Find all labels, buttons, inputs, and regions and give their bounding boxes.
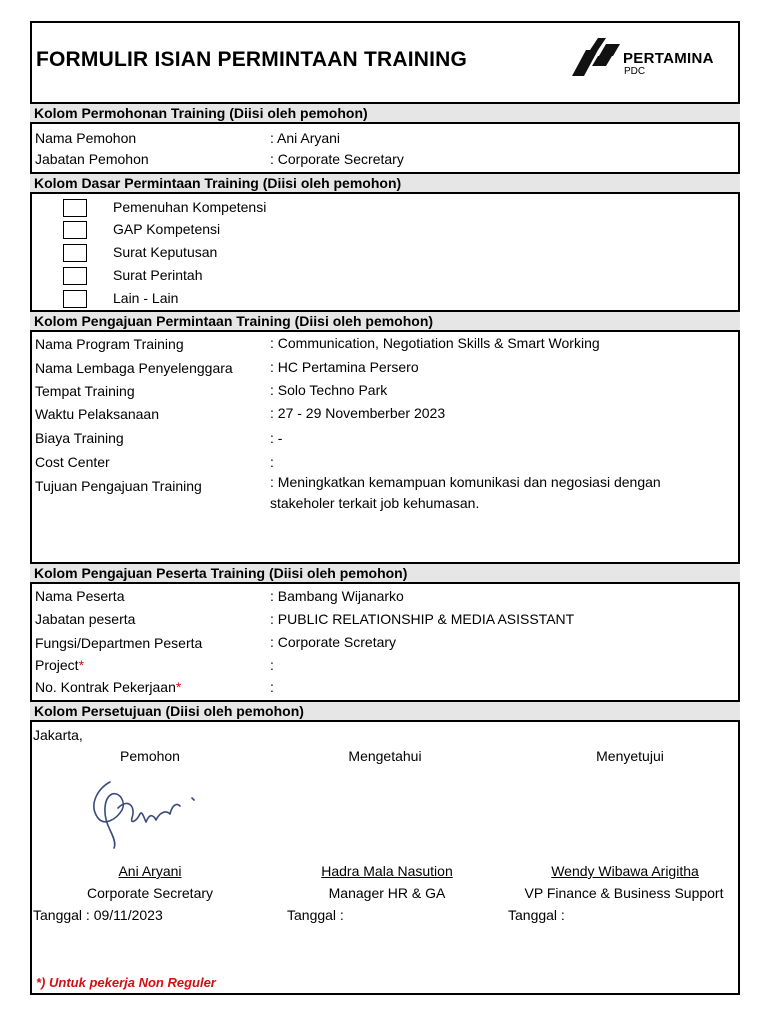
label-lembaga: Nama Lembaga Penyelenggara bbox=[35, 360, 233, 376]
date-menyetujui: Tanggal : bbox=[508, 907, 565, 923]
value-nama-pemohon: : Ani Aryani bbox=[270, 130, 341, 146]
value-tujuan: : Meningkatkan kemampuan komunikasi dan negosiasi dengan stakeholer terkait job kehumasan. bbox=[270, 474, 661, 511]
value-project: : bbox=[270, 657, 274, 673]
value-jabatan-peserta: : PUBLIC RELATIONSHIP & MEDIA ASISSTANT bbox=[270, 611, 575, 627]
label-nama-pemohon: Nama Pemohon bbox=[35, 130, 137, 146]
logo-sub: PDC bbox=[624, 66, 646, 77]
label-no-kontrak: No. Kontrak Pekerjaan* bbox=[35, 679, 182, 695]
pertamina-logo bbox=[568, 38, 738, 78]
checkbox-pemenuhan-kompetensi[interactable] bbox=[63, 199, 87, 217]
value-jabatan-pemohon: : Corporate Secretary bbox=[270, 151, 404, 167]
value-nama-program: : Communication, Negotiation Skills & Smart Working bbox=[270, 335, 600, 351]
role-menyetujui: Menyetujui bbox=[596, 748, 664, 764]
label-project: Project* bbox=[35, 657, 85, 673]
label-jabatan-pemohon: Jabatan Pemohon bbox=[35, 151, 149, 167]
signer-position-menyetujui: VP Finance & Business Support bbox=[524, 885, 724, 901]
signature-pemohon bbox=[80, 770, 210, 850]
value-waktu: : 27 - 29 Novemberber 2023 bbox=[270, 405, 446, 421]
value-lembaga: : HC Pertamina Persero bbox=[270, 359, 419, 375]
label-cost-center: Cost Center bbox=[35, 454, 110, 470]
date-mengetahui: Tanggal : bbox=[287, 907, 344, 923]
option-surat-keputusan: Surat Keputusan bbox=[113, 244, 218, 260]
role-pemohon: Pemohon bbox=[120, 748, 180, 764]
signer-position-pemohon: Corporate Secretary bbox=[86, 885, 214, 901]
signer-name-pemohon: Ani Aryani bbox=[118, 863, 182, 879]
checkbox-gap-kompetensi[interactable] bbox=[63, 221, 87, 239]
option-lain-lain: Lain - Lain bbox=[113, 290, 179, 306]
checkbox-lain-lain[interactable] bbox=[63, 290, 87, 308]
section-header-dasar: Kolom Dasar Permintaan Training (Diisi oleh pemohon) bbox=[30, 172, 740, 194]
signer-name-mengetahui: Hadra Mala Nasution bbox=[321, 863, 453, 879]
value-nama-peserta: : Bambang Wijanarko bbox=[270, 588, 404, 604]
signer-position-mengetahui: Manager HR & GA bbox=[328, 885, 446, 901]
label-tempat: Tempat Training bbox=[35, 383, 135, 399]
signer-name-menyetujui: Wendy Wibawa Arigitha bbox=[551, 863, 699, 879]
checkbox-surat-perintah[interactable] bbox=[63, 267, 87, 285]
value-biaya: : - bbox=[270, 430, 283, 446]
logo-name: PERTAMINA bbox=[623, 50, 714, 67]
checkbox-surat-keputusan[interactable] bbox=[63, 244, 87, 262]
label-nama-program: Nama Program Training bbox=[35, 336, 184, 352]
value-cost-center: : bbox=[270, 454, 274, 470]
label-jabatan-peserta: Jabatan peserta bbox=[35, 611, 136, 627]
option-gap-kompetensi: GAP Kompetensi bbox=[113, 221, 221, 237]
section-header-peserta: Kolom Pengajuan Peserta Training (Diisi oleh pemohon) bbox=[30, 562, 740, 584]
section-header-permohonan: Kolom Permohonan Training (Diisi oleh pemohon) bbox=[30, 102, 740, 124]
section-header-pengajuan-permintaan: Kolom Pengajuan Permintaan Training (Diisi oleh pemohon) bbox=[30, 310, 740, 332]
value-fungsi: : Corporate Scretary bbox=[270, 634, 397, 650]
value-tempat: : Solo Techno Park bbox=[270, 382, 388, 398]
required-asterisk: * bbox=[78, 657, 85, 673]
footnote-non-reguler: *) Untuk pekerja Non Reguler bbox=[36, 975, 216, 990]
label-fungsi: Fungsi/Departmen Peserta bbox=[35, 635, 203, 651]
label-waktu: Waktu Pelaksanaan bbox=[35, 406, 159, 422]
pertamina-logo-icon bbox=[568, 38, 620, 78]
required-asterisk: * bbox=[175, 679, 182, 695]
section-header-persetujuan: Kolom Persetujuan (Diisi oleh pemohon) bbox=[30, 700, 740, 722]
form-title: FORMULIR ISIAN PERMINTAAN TRAINING bbox=[36, 48, 468, 71]
label-nama-peserta: Nama Peserta bbox=[35, 588, 125, 604]
label-tujuan: Tujuan Pengajuan Training bbox=[35, 478, 202, 494]
role-mengetahui: Mengetahui bbox=[348, 748, 422, 764]
label-biaya: Biaya Training bbox=[35, 430, 124, 446]
place-label: Jakarta, bbox=[33, 727, 83, 743]
option-pemenuhan-kompetensi: Pemenuhan Kompetensi bbox=[113, 199, 267, 215]
option-surat-perintah: Surat Perintah bbox=[113, 267, 203, 283]
value-no-kontrak: : bbox=[270, 679, 274, 695]
date-pemohon: Tanggal : 09/11/2023 bbox=[33, 907, 163, 923]
